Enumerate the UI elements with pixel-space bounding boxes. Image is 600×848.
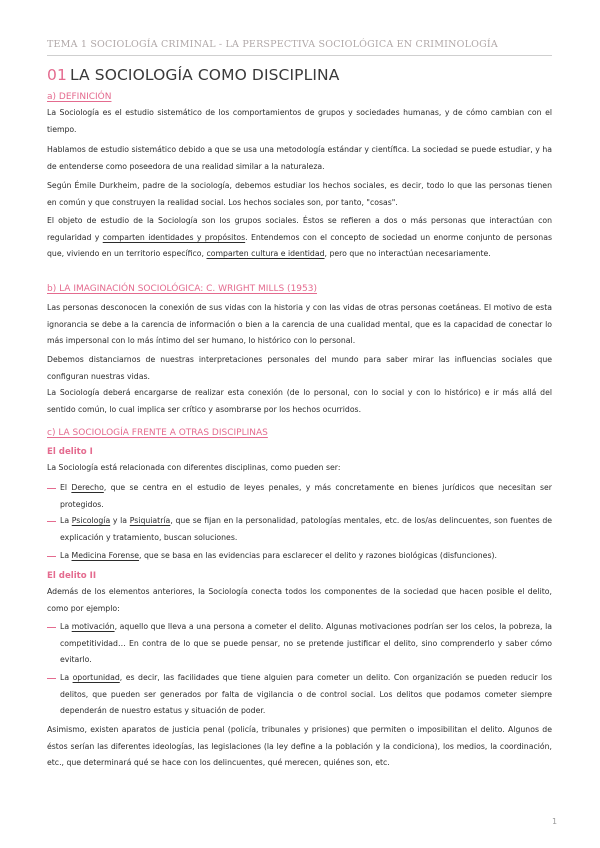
section-title-text: LA SOCIOLOGÍA COMO DISCIPLINA	[69, 66, 340, 84]
paragraph-imaginacion-3: La Sociología deberá encargarse de realizar esta conexión (de lo personal, con lo social y con lo histórico) e ir más allá del sentido común, lo cual implica ser crítico y asombrarse por los hechos ocurridos.	[47, 388, 552, 414]
list-item	[47, 619, 552, 669]
paragraph-imaginacion-1: Las personas desconocen la conexión de sus vidas con la historia y con las vidas de otras personas coetáneas. El motivo de esta ignorancia se debe a la carencia de información o bien a la carencia de una cualidad mental, que es la capacidad de conectar lo más impersonal con lo más íntimo del ser humano, lo histórico con lo personal.	[47, 303, 552, 345]
text-run: El	[60, 483, 72, 492]
section-title	[47, 66, 339, 84]
text-run: , que se fijan en la personalidad, patologías mentales, etc. de los/as delincuentes, son fuentes de explicación y tratamiento, buscan soluciones.	[60, 516, 553, 542]
subheading-definicion: a) DEFINICIÓN	[47, 92, 112, 102]
bullet-dash	[47, 488, 56, 489]
page-number: 1	[552, 817, 558, 826]
list-item-text	[60, 619, 552, 669]
underlined-term: Medicina Forense	[71, 551, 140, 560]
underlined-term: Psiquiatría	[129, 516, 171, 525]
minor-heading-delito-1: El delito I	[47, 447, 93, 457]
list-item	[47, 548, 552, 565]
underlined-term: Derecho	[71, 483, 104, 492]
list-item-text	[60, 480, 552, 513]
minor-heading-delito-2: El delito II	[47, 571, 97, 581]
text-run: La	[60, 551, 72, 560]
list-item	[47, 513, 552, 546]
paragraph-definicion-1: La Sociología es el estudio sistemático de los comportamientos de grupos y sociedades humanas, y de cómo cambian con el tiempo.	[47, 108, 552, 134]
text-run: , aquello que lleva a una persona a cometer el delito. Algunas motivaciones podrían ser los celos, la pobreza, la competitividad… En contra de lo que se puede pensar, no se pretende justificar el delito, sino comprenderlo y saber cómo evitarlo.	[60, 622, 552, 664]
text-run: . Entendemos con el concepto de sociedad un enorme conjunto de personas que, viviendo en un territorio específico,	[47, 232, 552, 258]
text-run: El objeto de estudio de la Sociología son los grupos sociales. Éstos se refieren a dos o más personas que interactúan con regularidad y	[47, 216, 552, 242]
paragraph-definicion-4	[47, 213, 552, 263]
list-item-text	[60, 548, 552, 565]
text-run: , es decir, las facilidades que tiene alguien para cometer un delito. Con organización se pueden reducir los delitos, que pueden ser generados por falta de vigilancia o de control social. Los delitos que podamos cometer siempre dependerán de nuestro estatus y situación de poder.	[60, 673, 552, 715]
text-run: La	[60, 622, 72, 631]
underlined-term: comparten identidades y propósitos	[102, 232, 246, 242]
list-item	[47, 670, 552, 720]
paragraph-delito-2-final: Asimismo, existen aparatos de justicia penal (policía, tribunales y prisiones) que permiten o imposibilitan el delito. Algunos de éstos serían las diferentes ideologías, las legislaciones (la ley define a la población y la condiciona), los medios, la coordinación, etc., que determinará qué se hace con los delincuentes, qué merecen, quiénes son, etc.	[47, 725, 552, 767]
header-divider	[47, 55, 552, 56]
text-run: La	[60, 673, 73, 682]
list-item-text	[60, 670, 552, 720]
underlined-term: comparten cultura e identidad	[206, 249, 325, 258]
bullet-dash	[47, 678, 56, 679]
underlined-term: motivación	[71, 622, 115, 631]
text-run: La	[60, 516, 72, 525]
paragraph-definicion-3: Según Émile Durkheim, padre de la sociología, debemos estudiar los hechos sociales, es decir, todo lo que las personas tienen en común y que construyen la realidad social. Los hechos sociales son, por tanto, "cosas".	[47, 181, 552, 207]
underlined-term: oportunidad	[72, 673, 120, 682]
bullet-dash	[47, 556, 56, 557]
text-run: , que se centra en el estudio de leyes penales, y más concretamente en bienes jurídicos que necesitan ser protegidos.	[60, 483, 552, 509]
underlined-term: Psicología	[71, 516, 111, 525]
text-run: y la	[110, 516, 130, 525]
bullet-dash	[47, 627, 56, 628]
text-run: , pero que no interactúan necesariamente.	[324, 249, 491, 258]
running-header: TEMA 1 SOCIOLOGÍA CRIMINAL - LA PERSPECTIVA SOCIOLÓGICA EN CRIMINOLOGÍA	[47, 39, 498, 50]
subheading-otras-disciplinas: c) LA SOCIOLOGÍA FRENTE A OTRAS DISCIPLINAS	[47, 428, 268, 438]
section-number: 01	[47, 66, 67, 84]
text-run: , que se basa en las evidencias para esclarecer el delito y razones biológicas (disfunciones).	[139, 551, 497, 560]
paragraph-definicion-2: Hablamos de estudio sistemático debido a que se usa una metodología estándar y científica. La sociedad se puede estudiar, y ha de entenderse como poseedora de una realidad similar a la naturaleza.	[47, 145, 552, 171]
bullet-dash	[47, 521, 56, 522]
list-item-text	[60, 513, 552, 546]
list-item	[47, 480, 552, 513]
paragraph-delito-1-intro: La Sociología está relacionada con diferentes disciplinas, como pueden ser:	[47, 463, 341, 472]
subheading-imaginacion: b) LA IMAGINACIÓN SOCIOLÓGICA: C. WRIGHT MILLS (1953)	[47, 284, 317, 294]
paragraph-delito-2-intro: Además de los elementos anteriores, la Sociología conecta todos los componentes de la sociedad que hacen posible el delito, como por ejemplo:	[47, 587, 552, 613]
paragraph-imaginacion-2: Debemos distanciarnos de nuestras interpretaciones personales del mundo para saber mirar las influencias sociales que configuran nuestras vidas.	[47, 355, 552, 381]
